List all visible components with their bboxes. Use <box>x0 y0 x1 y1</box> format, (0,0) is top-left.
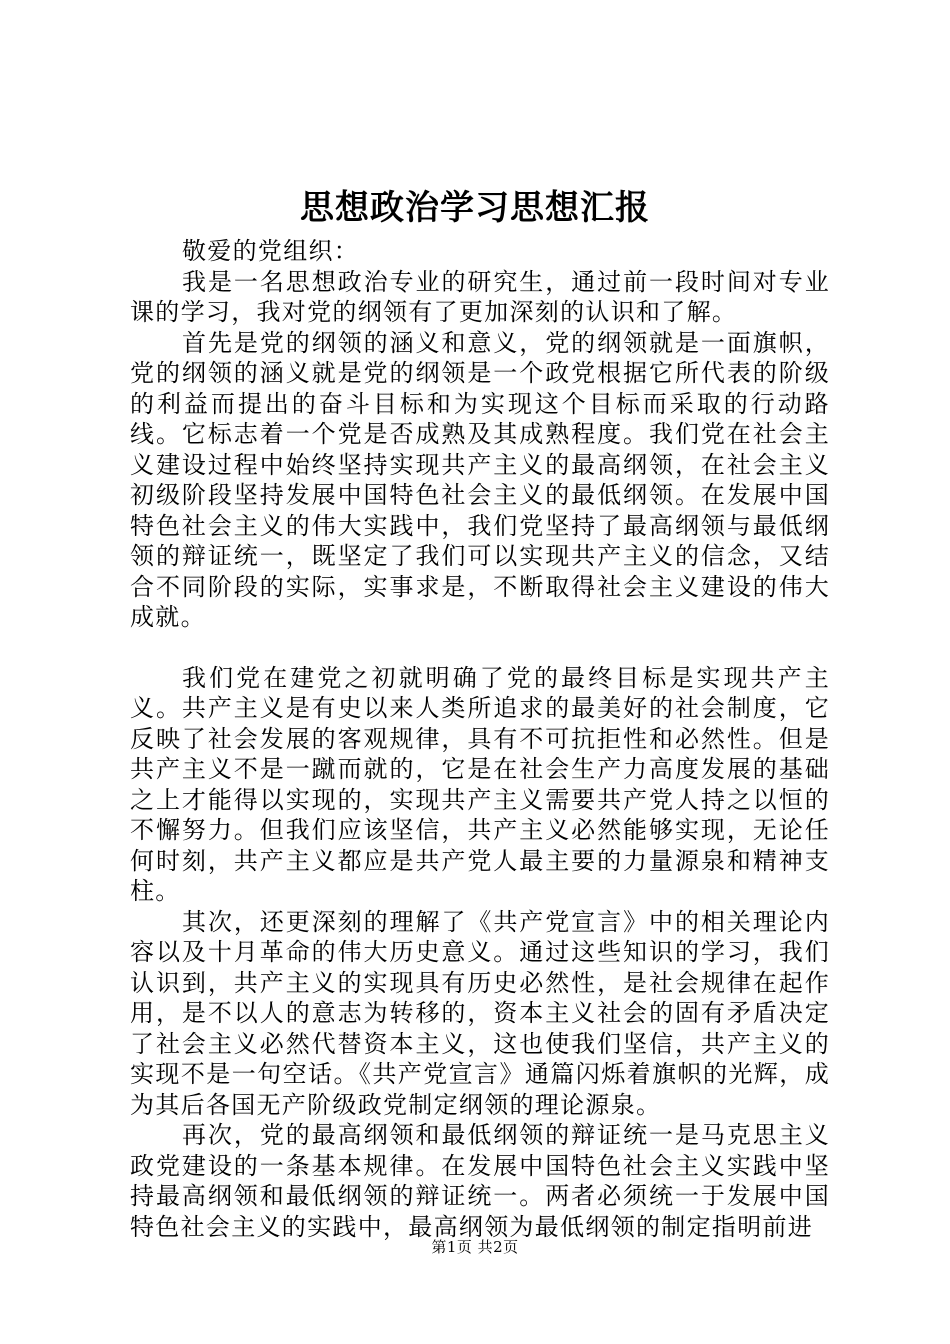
document-body <box>130 236 830 1242</box>
paragraph-second-point: 其次，还更深刻的理解了《共产党宣言》中的相关理论内容以及十月革命的伟大历史意义。通过这些知识的学习，我们认识到，共产主义的实现具有历史必然性，是社会规律在起作用，是不以人的意志为转移的，资本主义社会的固有矛盾决定了社会主义必然代替资本主义，这也使我们坚信，共产主义的实现不是一句空话。《共产党宣言》通篇闪烁着旗帜的光辉，成为其后各国无产阶级政党制定纲领的理论源泉。 <box>130 907 830 1119</box>
document-title: 思想政治学习思想汇报 <box>300 188 650 228</box>
paragraph-final-goal: 我们党在建党之初就明确了党的最终目标是实现共产主义。共产主义是有史以来人类所追求的最美好的社会制度，它反映了社会发展的客观规律，具有不可抗拒性和必然性。但是共产主义不是一蹴而就的，它是在社会生产力高度发展的基础之上才能得以实现的，实现共产主义需要共产党人持之以恒的不懈努力。但我们应该坚信，共产主义必然能够实现，无论任何时刻，共产主义都应是共产党人最主要的力量源泉和精神支柱。 <box>130 663 830 905</box>
paragraph-first-point: 首先是党的纲领的涵义和意义，党的纲领就是一面旗帜，党的纲领的涵义就是党的纲领是一个政党根据它所代表的阶级的利益而提出的奋斗目标和为实现这个目标而采取的行动路线。它标志着一个党是否成熟及其成熟程度。我们党在社会主义建设过程中始终坚持实现共产主义的最高纲领，在社会主义初级阶段坚持发展中国特色社会主义的最低纲领。在发展中国特色社会主义的伟大实践中，我们党坚持了最高纲领与最低纲领的辩证统一，既坚定了我们可以实现共产主义的信念，又结合不同阶段的实际，实事求是，不断取得社会主义建设的伟大成就。 <box>130 328 830 631</box>
salutation: 敬爱的党组织： <box>182 237 360 265</box>
paragraph-intro: 我是一名思想政治专业的研究生，通过前一段时间对专业课的学习，我对党的纲领有了更加深刻的认识和了解。 <box>130 267 830 326</box>
paragraph-third-point: 再次，党的最高纲领和最低纲领的辩证统一是马克思主义政党建设的一条基本规律。在发展中国特色社会主义实践中坚持最高纲领和最低纲领的辩证统一。两者必须统一于发展中国特色社会主义的实践中，最高纲领为最低纲领的制定指明前进 <box>130 1121 830 1241</box>
page-number-footer: 第1页 共2页 <box>431 1238 519 1256</box>
